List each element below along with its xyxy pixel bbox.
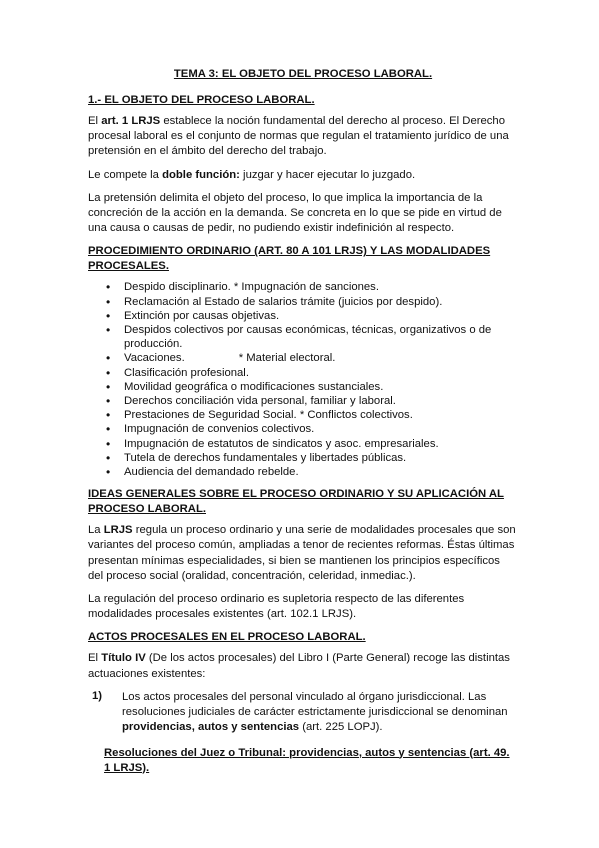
list-item-text: Impugnación de estatutos de sindicatos y asoc. empresariales. — [124, 437, 439, 450]
list-item — [106, 366, 518, 380]
list-item — [106, 380, 518, 394]
text-run: La — [88, 524, 104, 537]
list-item — [106, 309, 518, 323]
list-item-text: Audiencia del demandado rebelde. — [124, 466, 299, 479]
list-item-text: Tutela de derechos fundamentales y libertades públicas. — [124, 451, 407, 464]
list-item-text-secondary: * Material electoral. — [238, 352, 336, 365]
text-run: El — [88, 652, 102, 665]
item-text — [122, 690, 518, 736]
list-item-text: Despido disciplinario. * Impugnación de sanciones. — [124, 281, 379, 294]
paragraph-supletoria: La regulación del proceso ordinario es supletoria respecto de las diferentes modalidades procesales existentes (art. 102.1 LRJS). — [88, 593, 465, 621]
list-item — [106, 351, 518, 365]
text-run: El — [88, 115, 102, 127]
paragraph-lrjs — [88, 523, 518, 584]
bold-text: art. 1 LRJS — [101, 115, 161, 127]
text-run: regula un proceso ordinario y una serie de modalidades procesales que son variantes del proceso común, ampliadas a tenor de recientes reformas. Éstas últimas presentan mínimas especialidades, si bien se mantienen los principios específicos del proceso social (oralidad, concentración, celeridad, inmediac.). — [88, 524, 516, 582]
section-heading-procedimiento: PROCEDIMIENTO ORDINARIO (ART. 80 A 101 LRJS) Y LAS MODALIDADES PROCESALES. — [88, 245, 491, 273]
text-run: juzgar y hacer ejecutar lo juzgado. — [239, 168, 416, 181]
bold-text: LRJS — [103, 524, 133, 537]
section-heading-objeto: 1.- EL OBJETO DEL PROCESO LABORAL. — [88, 94, 315, 106]
subheading-resoluciones: Resoluciones del Juez o Tribunal: providencias, autos y sentencias (art. 49. 1 LRJS). — [104, 746, 510, 774]
item-number: 1) — [92, 689, 103, 702]
bold-text: doble función: — [162, 168, 240, 181]
list-item — [106, 408, 518, 422]
numbered-item — [92, 690, 518, 736]
modalidades-list — [88, 280, 518, 479]
list-item-text: Impugnación de convenios colectivos. — [124, 423, 315, 436]
document-page — [88, 62, 518, 776]
paragraph-doble-funcion — [88, 168, 518, 183]
paragraph-pretension: La pretensión delimita el objeto del proceso, lo que implica la importancia de la concreción de la acción en la demanda. Se concreta en lo que se pide en virtud de una causa o causas de pedir, no pudiendo existir indefinición al respecto. — [88, 191, 502, 235]
list-item-text: Prestaciones de Seguridad Social. * Conflictos colectivos. — [124, 409, 413, 422]
text-run: (art. 225 LOPJ). — [299, 721, 383, 734]
list-item — [106, 394, 518, 408]
list-item — [106, 437, 518, 451]
bold-text: Título IV — [101, 652, 146, 665]
section-heading-actos: ACTOS PROCESALES EN EL PROCESO LABORAL. — [88, 631, 366, 644]
list-item — [106, 295, 518, 309]
document-title: TEMA 3: EL OBJETO DEL PROCESO LABORAL. — [173, 68, 433, 80]
list-item — [106, 280, 518, 294]
list-item-text: Vacaciones. — [124, 352, 185, 365]
list-item-text: Derechos conciliación vida personal, familiar y laboral. — [124, 395, 396, 408]
text-run: (De los actos procesales) del Libro I (Parte General) recoge las distintas actuaciones existentes: — [88, 652, 510, 680]
bold-text: providencias, autos y sentencias — [122, 721, 300, 734]
list-item-text: Extinción por causas objetivas. — [124, 309, 280, 322]
text-run: Le compete la — [88, 168, 163, 181]
paragraph-art1 — [88, 114, 518, 160]
text-run: Los actos procesales del personal vinculado al órgano jurisdiccional. Las resoluciones judiciales de carácter estrictamente jurisdiccional se denominan — [122, 690, 508, 719]
text-run: establece la noción fundamental del derecho al proceso. El Derecho procesal laboral es el conjunto de normas que regulan el tratamiento jurídico de una pretensión en el ámbito del derecho del trabajo. — [88, 115, 509, 158]
list-item — [106, 422, 518, 436]
list-item — [106, 451, 518, 465]
section-heading-ideas-generales: IDEAS GENERALES SOBRE EL PROCESO ORDINARIO Y SU APLICACIÓN AL PROCESO LABORAL. — [88, 488, 504, 516]
list-item — [106, 465, 518, 479]
list-item-text: Despidos colectivos por causas económicas, técnicas, organizativos o de producción. — [124, 324, 492, 351]
list-item — [106, 323, 518, 351]
paragraph-titulo-iv — [88, 651, 518, 681]
numbered-list — [88, 690, 518, 736]
list-item-text: Clasificación profesional. — [124, 366, 249, 379]
list-item-text: Movilidad geográfica o modificaciones sustanciales. — [124, 380, 384, 393]
list-item-text: Reclamación al Estado de salarios trámite (juicios por despido). — [124, 295, 443, 308]
